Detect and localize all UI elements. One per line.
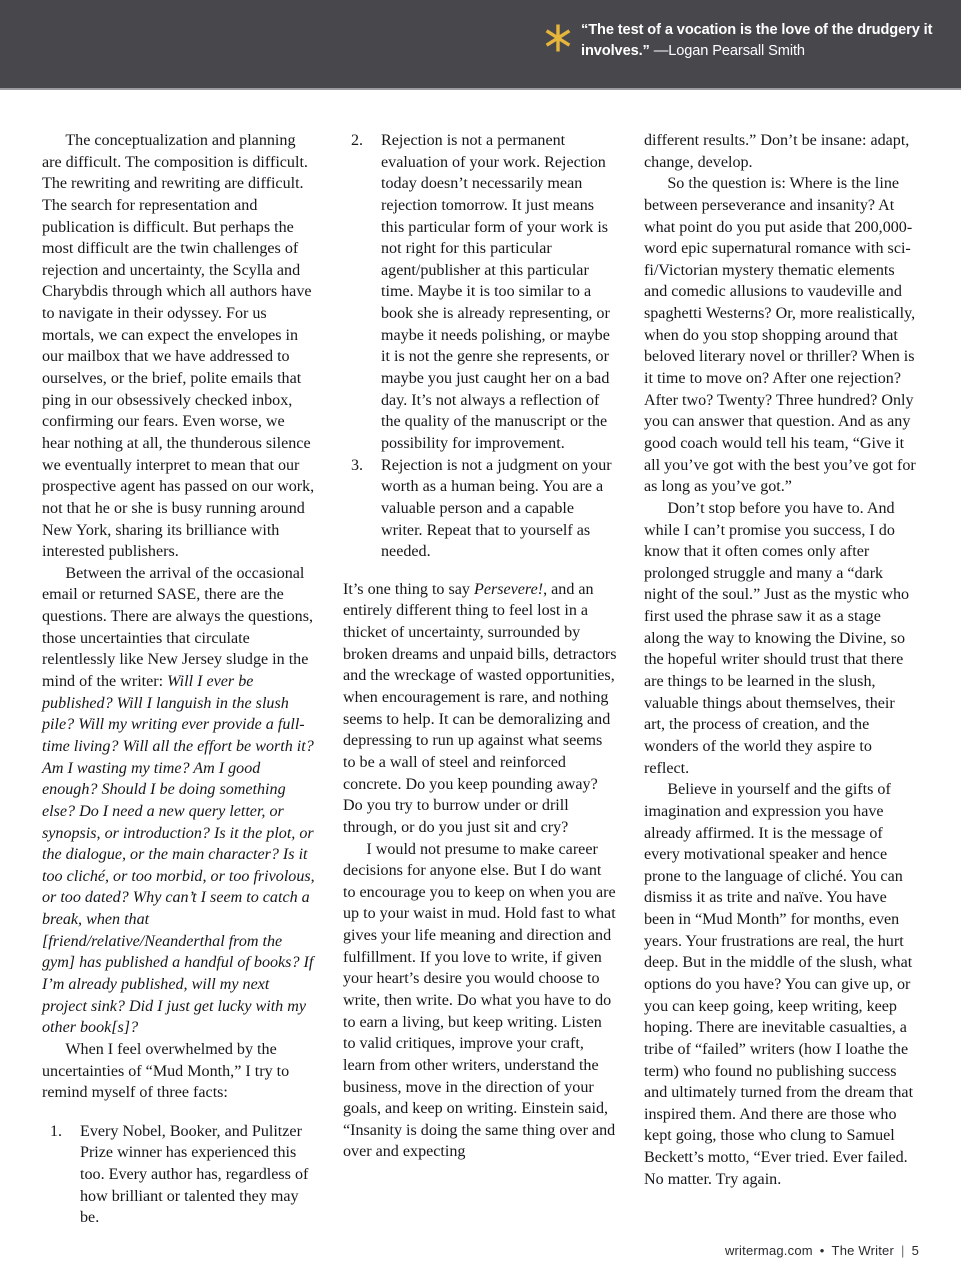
footer-dot-separator: •: [819, 1243, 825, 1258]
page-footer: [0, 1243, 961, 1258]
page-header-band: [0, 0, 961, 90]
list-item-fact-3: Rejection is not a judgment on your worth as a human being. You are a valuable person and a capable writer. Repeat that to yourself as needed.: [381, 456, 612, 561]
persevere-emphasis: Persevere!: [473, 580, 544, 598]
column-1: [42, 130, 316, 1229]
list-item-fact-2: Rejection is not a permanent evaluation of your work. Rejection today doesn’t necessarily mean rejection tomorrow. It just means this particular form of your work is not right for this particular agent/publisher at this particular time. Maybe it is too similar to a book she is already representing, or maybe it needs polishing, or maybe it is not the genre she represents, or maybe you just caught her on a bad day. It’s not always a reflection of the quality of the manuscript or the possibility for improvement.: [381, 132, 610, 452]
footer-publication-name: The Writer: [831, 1243, 894, 1258]
paragraph-questions: [42, 563, 316, 1039]
column-3: [644, 130, 918, 1229]
questions-italic-text: Will I ever be published? Will I languish in the slush pile? Will my writing ever provide a full-time living? Will all the effort be worth it? Am I wasting my time? Am I good enough? Should I be doing something else? Do I need a new query letter, or synopsis, or introduction? Is it the plot, or the dialogue, or the main character? Is it too cliché, or too morbid, or too frivolous, or too dated? Why can’t I seem to catch a break, when that [friend/relative/Neanderthal from the gym] has published a handful of books? If I’m already published, will my next project sink? Did I just get lucky with my other book[s]?: [42, 673, 315, 1037]
paragraph-question-line: So the question is: Where is the line between perseverance and insanity? At what point do you put aside that 200,000-word epic supernatural romance with sci-fi/Victorian mystery thematic elements and comedic allusions to vaudeville and spaghetti Westerns? Or, more realistically, when do you stop shopping around that beloved literary novel or thriller? When is it time to move on? After one rejection? After two? Twenty? Three hundred? Only you can answer that question. And as any good coach would tell his team, “Give it all you’ve got with the best you’ve got for as long as you’ve got.”: [644, 175, 916, 496]
column-2: [343, 130, 617, 1229]
footer-page-number: 5: [911, 1243, 919, 1258]
questions-lead-text: Between the arrival of the occasional email or returned SASE, there are the questions. There are always the questions, those uncertainties that circulate relentlessly like New Jersey sludge in the mind of the writer:: [42, 564, 313, 691]
paragraph-conceptualization: The conceptualization and planning are difficult. The composition is difficult. The rewriting and rewriting are difficult. The search for representation and publication is difficult. But perhaps the most difficult are the twin challenges of rejection and uncertainty, the Scylla and Charybdis through which all authors have to navigate in their odyssey. For us mortals, we can expect the envelopes in our mailbox that we have addressed to ourselves, or the brief, polite emails that ping in our obsessively checked inbox, confirming our fears. Even worse, we hear nothing at all, the thunderous silence we eventually interpret to mean that our prospective agent has passed on our work, not that he or she is busy running around New York, sharing its brilliance with interested publishers.: [42, 132, 315, 561]
header-quote-attribution: —Logan Pearsall Smith: [653, 42, 805, 59]
list-item-fact-1: Every Nobel, Booker, and Pulitzer Prize winner has experienced this too. Every author has, regardless of how brilliant or talented they may be.: [80, 1122, 309, 1227]
paragraph-mud-month: When I feel overwhelmed by the uncertainties of “Mud Month,” I try to remind myself of three facts:: [42, 1040, 290, 1102]
three-facts-list-part2: [343, 130, 617, 563]
asterisk-icon: [545, 23, 571, 53]
footer-bar-separator: |: [900, 1243, 905, 1258]
persevere-pre-text: It’s one thing to say: [343, 580, 474, 598]
persevere-post-text: , and an entirely different thing to feel lost in a thicket of uncertainty, surrounded by broken dreams and unpaid bills, detractors and the wreckage of wasted opportunities, when encouragement is rare, and nothing seems to help. It can be demoralizing and depressing to run up against what seems to be a wall of steel and reinforced concrete. Do you keep pounding away? Do you try to burrow under or drill through, or do you just sit and cry?: [343, 580, 617, 836]
list-spacer: [42, 1104, 316, 1121]
paragraph-persevere: [343, 579, 617, 839]
paragraph-presume: I would not presume to make career decisions for anyone else. But I do want to encourage you to keep on when you are up to your waist in mud. Hold fast to what gives your life meaning and direction and fulfillment. If you love to write, if given your heart’s desire you would choose to write, then write. Do what you have to do to earn a living, but keep writing. Listen to valid critiques, improve your craft, learn from other writers, understand the business, move in the direction of your goals, and keep on writing. Einstein said, “Insanity is doing the same thing over and over and expecting: [343, 840, 616, 1161]
header-quote-main: “The test of a vocation is the love of the drudgery it involves.”: [581, 22, 933, 59]
article-columns: [42, 130, 919, 1229]
paragraph-believe: Believe in yourself and the gifts of imagination and expression you have already affirmed. It is the message of every motivational speaker and hence prone to the language of cliché. You can dismiss it as trite and naïve. You have been in “Mud Month” for months, even years. Your frustrations are real, the hurt deep. But in the middle of the slush, what options do you have? You can give up, or you can keep going, keep writing, keep hoping. There are inevitable casualties, a tribe of “failed” writers (how I loathe the term) who found no publishing success and ultimately turned from the dream that inspired them. And there are those who kept going, those who clung to Samuel Beckett’s motto, “Ever tried. Ever failed. No matter. Try again.: [644, 781, 914, 1188]
paragraph-continuation: different results.” Don’t be insane: adapt, change, develop.: [644, 132, 910, 171]
three-facts-list-part1: [42, 1121, 316, 1229]
paragraph-dont-stop: Don’t stop before you have to. And while I can’t promise you success, I do know that it often comes only after prolonged struggle and many a “dark night of the soul.” Just as the mystic who first used the phrase saw it as a stage along the way to knowing the Divine, so the hopeful writer should trust that there are things to be learned in the slush, valuable things about themselves, their art, the process of creation, and the wonders of the world they aspire to reflect.: [644, 499, 910, 777]
header-pull-quote: [545, 20, 945, 61]
footer-website[interactable]: writermag.com: [724, 1243, 813, 1258]
header-quote-text: [581, 20, 945, 61]
